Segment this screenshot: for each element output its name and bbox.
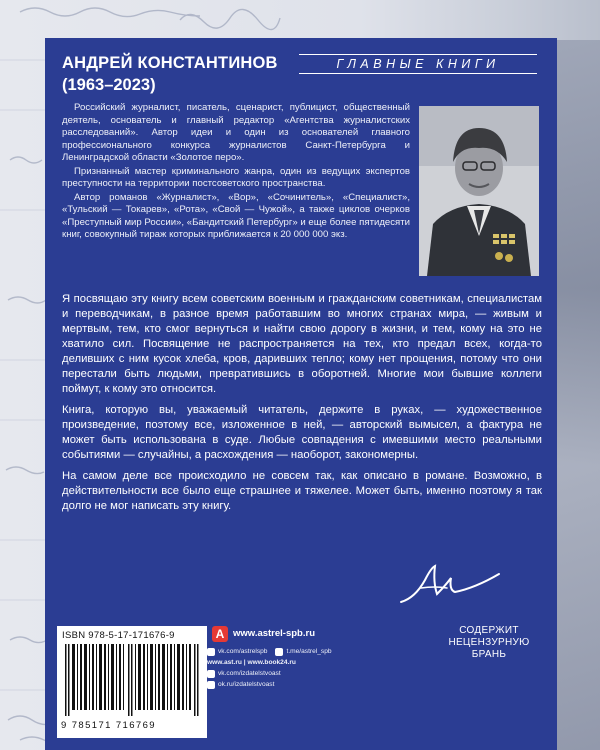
social-links-row	[207, 646, 387, 657]
vk-icon	[207, 670, 215, 678]
ok-row	[207, 679, 387, 690]
warning-line: БРАНЬ	[471, 649, 507, 660]
publisher-site-link[interactable]: www.astrel-spb.ru	[233, 628, 315, 639]
barcode-bars	[65, 644, 199, 716]
warning-line: НЕЦЕНЗУРНУЮ	[448, 637, 530, 648]
isbn-number: ISBN 978-5-17-171676-9	[62, 630, 175, 641]
publisher-logo: А	[212, 626, 228, 642]
telegram-icon	[275, 648, 283, 656]
bio-paragraph: Автор романов «Журналист», «Вор», «Сочинитель», «Специалист», «Тульский — Токарев», «Рота», «Свой — Чужой», а также циклов очерков «Преступный мир России», «Бандитский Петербург» и еще более пятидесяти книг, совокупный тираж которых приближается к 20 000 000 экз.	[62, 191, 410, 240]
bio-paragraph: Российский журналист, писатель, сценарист, публицист, общественный деятель, основатель и главный редактор «Агентства журналистских расследований». Автор идеи и один из основателей главного профессионального конкурса журналистов Санкт-Петербурга и Ленинградской области «Золотое перо».	[62, 102, 410, 163]
publisher-sites-link[interactable]: www.ast.ru | www.book24.ru	[207, 659, 296, 666]
sites-row	[207, 657, 387, 668]
vk-row	[207, 668, 387, 679]
warning-line: СОДЕРЖИТ	[459, 625, 519, 636]
dedication-text	[62, 292, 542, 520]
vk-icon	[207, 648, 215, 656]
isbn-barcode	[57, 626, 207, 738]
publisher-links	[207, 646, 387, 690]
author-years: (1963–2023)	[62, 76, 156, 94]
author-bio	[62, 102, 410, 243]
author-name: АНДРЕЙ КОНСТАНТИНОВ	[62, 54, 278, 72]
bio-paragraph: Признанный мастер криминального жанра, один из ведущих экспертов преступности на территории постсоветского пространства.	[62, 165, 410, 189]
vk-ast-link[interactable]: vk.com/izdatelstvoast	[218, 670, 281, 677]
dedication-paragraph: Книга, которую вы, уважаемый читатель, держите в руках, — художественное произведение, поэтому все, изложенное в ней, — авторский вымысел, а фактура не может быть использована в суде. Любые совпадения с имевшими место реальными событиями — случайны, а расхождения — наоборот, закономерны.	[62, 404, 542, 461]
vk-link[interactable]: vk.com/astrelspb	[218, 648, 268, 655]
dedication-paragraph: На самом деле все происходило не совсем так, как описано в романе. Возможно, в действительности все было еще страшнее и тяжелее. Может быть, именно поэтому я так долго не мог написать эту книгу.	[62, 470, 542, 512]
signature-image	[395, 558, 505, 608]
main-books-label: ГЛАВНЫЕ КНИГИ	[299, 54, 537, 74]
telegram-link[interactable]: t.me/astrel_spb	[286, 648, 332, 655]
barcode-digits: 9 785171 716769	[61, 720, 156, 731]
content-warning	[429, 625, 549, 661]
author-portrait-image	[419, 106, 539, 276]
author-photo	[419, 106, 539, 276]
author-signature	[395, 558, 505, 608]
back-cover-panel	[45, 38, 557, 750]
ok-link[interactable]: ok.ru/izdatelstvoast	[218, 681, 275, 688]
odnoklassniki-icon	[207, 681, 215, 689]
dedication-paragraph: Я посвящаю эту книгу всем советским военным и гражданским советникам, специалистам и переводчикам, в разное время работавшим во многих странах мира, — живым и мертвым, тем, кто смог вернуться и найти свою дорогу в жизни, и тем, кому на это не хватило сил. Посвящение не распространяется на тех, кто предал всех, когда-то деливших с ним кусок хлеба, кров, даривших тепло; кому нет прощения, потому что они перестали быть людьми, превратившись в оборотней. Многие мои бывшие коллеги поймут, к кому это относится.	[62, 293, 542, 395]
